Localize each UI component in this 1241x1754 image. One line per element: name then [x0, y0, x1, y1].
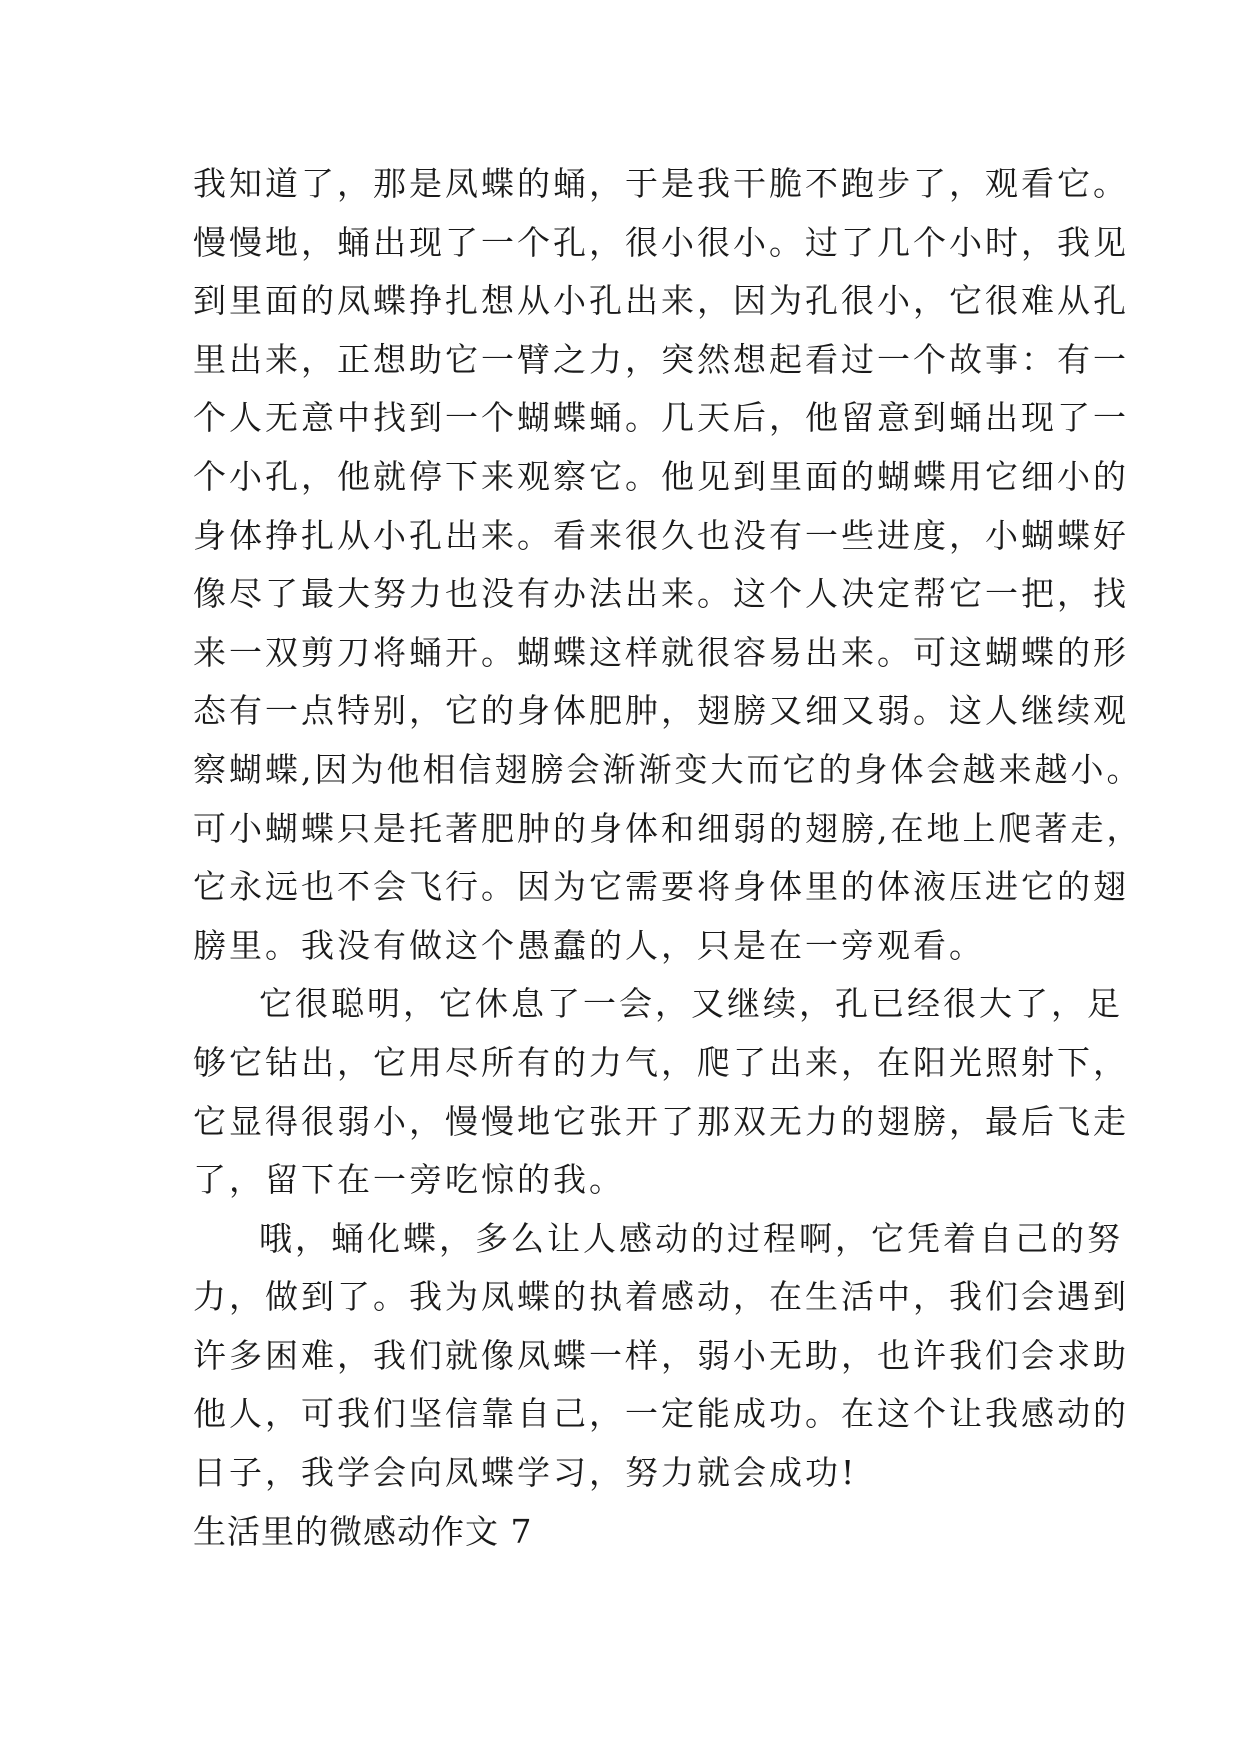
text-line: 个小孔，他就停下来观察它。他见到里面的蝴蝶用它细小的 [193, 456, 1129, 496]
document-body [193, 155, 1143, 1561]
text-line: 里出来，正想助它一臂之力，突然想起看过一个故事：有一 [193, 339, 1129, 379]
text-line: 够它钻出，它用尽所有的力气，爬了出来，在阳光照射下， [193, 1042, 1129, 1082]
text-line: 可小蝴蝶只是托著肥肿的身体和细弱的翅膀,在地上爬著走， [193, 808, 1143, 848]
text-line: 像尽了最大努力也没有办法出来。这个人决定帮它一把，找 [193, 574, 1129, 614]
paragraph-2 [193, 975, 1129, 1209]
text-line: 来一双剪刀将蛹开。蝴蝶这样就很容易出来。可这蝴蝶的形 [193, 632, 1129, 672]
text-line: 它显得很弱小，慢慢地它张开了那双无力的翅膀，最后飞走 [193, 1101, 1129, 1141]
text-line: 个人无意中找到一个蝴蝶蛹。几天后，他留意到蛹出现了一 [193, 398, 1129, 438]
section-heading: 生活里的微感动作文 7 [193, 1511, 533, 1551]
text-line: 慢慢地，蛹出现了一个孔，很小很小。过了几个小时，我见 [193, 222, 1129, 262]
paragraph-1 [193, 155, 1143, 975]
text-line: 身体挣扎从小孔出来。看来很久也没有一些进度，小蝴蝶好 [193, 515, 1129, 555]
text-line: 到里面的凤蝶挣扎想从小孔出来，因为孔很小，它很难从孔 [193, 281, 1129, 321]
text-line: 力，做到了。我为凤蝶的执着感动，在生活中，我们会遇到 [193, 1277, 1129, 1317]
text-line: 他人，可我们坚信靠自己，一定能成功。在这个让我感动的 [193, 1394, 1129, 1434]
text-line: 它永远也不会飞行。因为它需要将身体里的体液压进它的翅 [193, 867, 1129, 907]
text-line: 态有一点特别，它的身体肥肿，翅膀又细又弱。这人继续观 [193, 691, 1129, 731]
text-line: 了，留下在一旁吃惊的我。 [193, 1160, 625, 1200]
text-line: 日子，我学会向凤蝶学习，努力就会成功! [193, 1453, 858, 1493]
text-line: 膀里。我没有做这个愚蠢的人，只是在一旁观看。 [193, 925, 985, 965]
text-line: 哦，蛹化蝶，多么让人感动的过程啊，它凭着自己的努 [259, 1218, 1123, 1258]
text-line: 我知道了，那是凤蝶的蛹，于是我干脆不跑步了，观看它。 [193, 164, 1129, 203]
text-line: 察蝴蝶,因为他相信翅膀会渐渐变大而它的身体会越来越小。 [193, 749, 1143, 789]
paragraph-3 [193, 1210, 1129, 1503]
text-line: 许多困难，我们就像凤蝶一样，弱小无助，也许我们会求助 [193, 1335, 1129, 1375]
text-line: 它很聪明，它休息了一会，又继续，孔已经很大了，足 [259, 984, 1123, 1024]
